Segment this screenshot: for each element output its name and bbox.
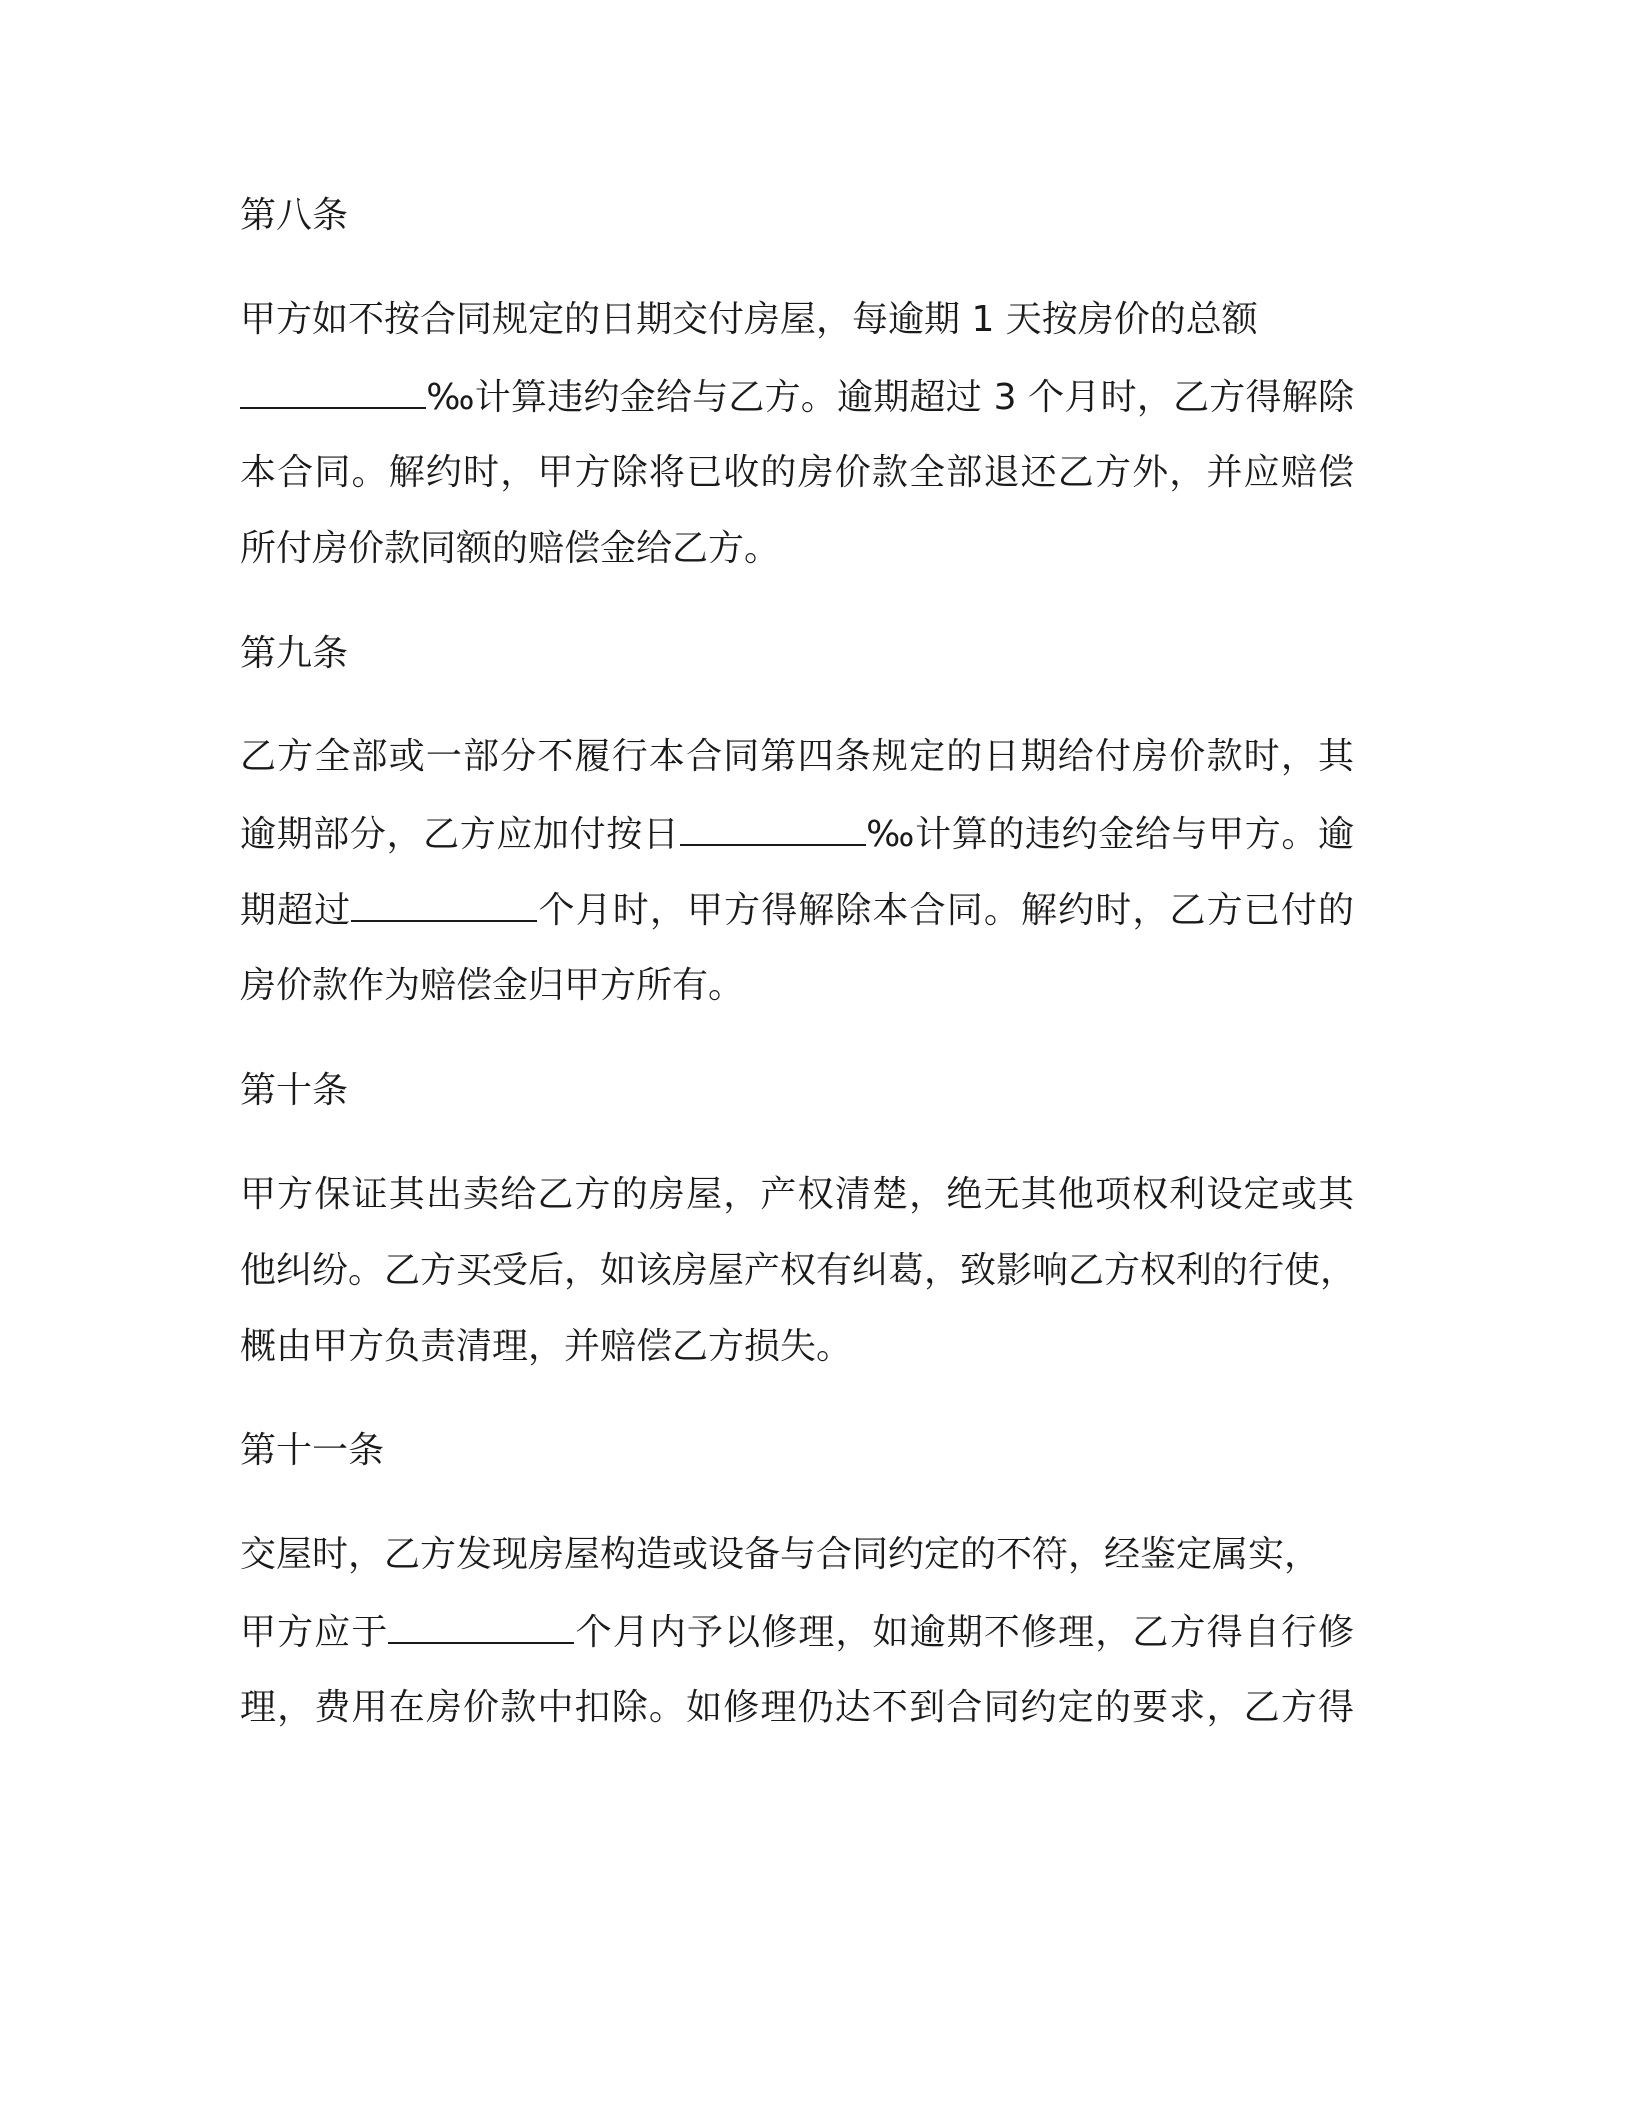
article-11-line-1: 交屋时，乙方发现房屋构造或设备与合同约定的不符，经鉴定属实， [240, 1534, 1321, 1575]
article-10-line-3: 概由甲方负责清理，并赔偿乙方损失。 [240, 1326, 853, 1367]
article-8-line-1: 甲方如不按合同规定的日期交付房屋，每逾期 1 天按房价的总额 [240, 299, 1258, 340]
fill-blank [680, 814, 866, 846]
article-10-heading: 第十条 [240, 1070, 349, 1111]
article-8-heading: 第八条 [240, 195, 349, 236]
article-11-line-2 [240, 1612, 1354, 1653]
article-9-line-4: 房价款作为赔偿金归甲方所有。 [240, 965, 745, 1006]
fill-blank [351, 890, 537, 922]
article-9-line-3-post: 个月时，甲方得解除本合同。解约时，乙方已付的 [537, 890, 1354, 931]
article-8-line-4: 所付房价款同额的赔偿金给乙方。 [240, 528, 781, 569]
article-10-line-2: 他纠纷。乙方买受后，如该房屋产权有纠葛，致影响乙方权利的行使， [240, 1250, 1357, 1291]
article-11-heading: 第十一条 [240, 1430, 385, 1471]
fill-blank [240, 377, 426, 409]
article-10-line-1: 甲方保证其出卖给乙方的房屋，产权清楚，绝无其他项权利设定或其 [240, 1174, 1354, 1215]
article-8-line-2 [240, 377, 1354, 418]
fill-blank [388, 1612, 574, 1644]
article-9-line-3-pre: 期超过 [240, 890, 352, 931]
article-9-line-2-post: ‰计算的违约金给与甲方。逾 [865, 814, 1354, 855]
article-11-line-2-post: 个月内予以修理，如逾期不修理，乙方得自行修 [574, 1612, 1354, 1653]
article-11-line-2-pre: 甲方应于 [240, 1612, 389, 1653]
article-9-line-1: 乙方全部或一部分不履行本合同第四条规定的日期给付房价款时，其 [240, 736, 1354, 777]
article-8-line-3: 本合同。解约时，甲方除将已收的房价款全部退还乙方外，并应赔偿 [240, 452, 1354, 493]
article-9-heading: 第九条 [240, 633, 349, 674]
article-11-line-3: 理，费用在房价款中扣除。如修理仍达不到合同约定的要求，乙方得 [240, 1687, 1354, 1728]
article-8-line-2-text: ‰计算违约金给与乙方。逾期超过 3 个月时，乙方得解除 [426, 377, 1354, 418]
article-9-line-2-pre: 逾期部分，乙方应加付按日 [240, 814, 680, 855]
article-9-line-3 [240, 890, 1354, 931]
article-9-line-2 [240, 814, 1354, 855]
